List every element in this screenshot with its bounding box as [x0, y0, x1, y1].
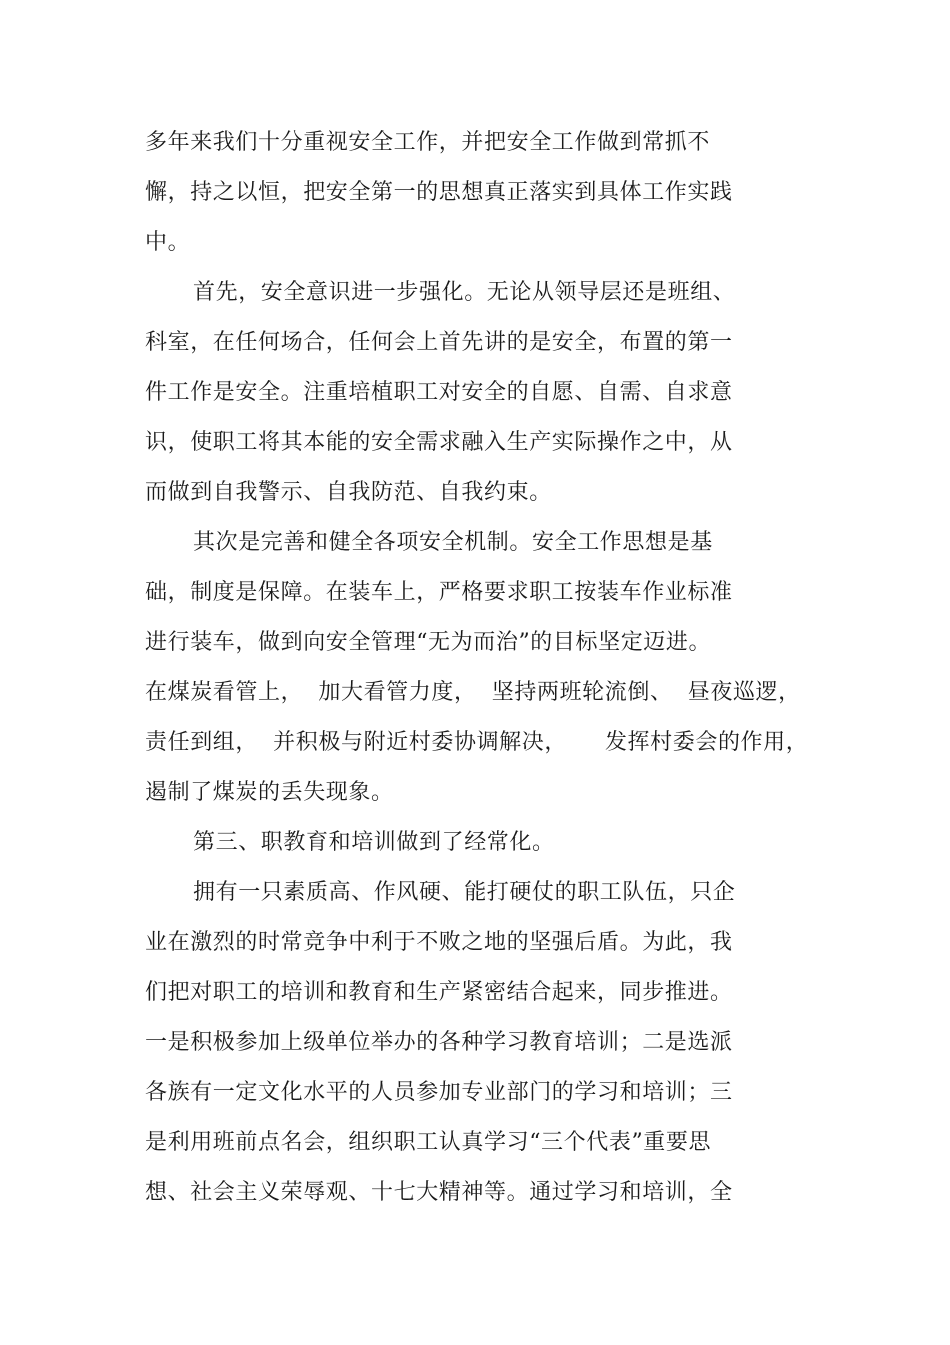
- text-line: 各族有一定文化水平的人员参加专业部门的学习和培训；三: [145, 1080, 733, 1105]
- text-line: 科室，在任何场合，任何会上首先讲的是安全，布置的第一: [145, 330, 733, 355]
- text-line: 而做到自我警示、自我防范、自我约束。: [145, 480, 552, 505]
- text-line: 础，制度是保障。在装车上，严格要求职工按装车作业标准: [145, 580, 733, 605]
- paragraph-first-line: 拥有一只素质高、作风硬、能打硬仗的职工队伍，只企: [193, 880, 736, 905]
- section-heading: 第三、职教育和培训做到了经常化。: [193, 830, 555, 855]
- text-line: 多年来我们十分重视安全工作，并把安全工作做到常抓不: [145, 130, 711, 155]
- text-line: 们把对职工的培训和教育和生产紧密结合起来，同步推进。: [145, 980, 733, 1005]
- text-line: 中。: [145, 230, 191, 255]
- text-line: 进行装车，做到向安全管理“无为而治”的目标坚定迈进。: [145, 630, 712, 655]
- paragraph-first-line: 其次是完善和健全各项安全机制。安全工作思想是基: [193, 530, 713, 555]
- text-line: 想、社会主义荣辱观、十七大精神等。通过学习和培训，全: [145, 1180, 733, 1205]
- text-line: 遏制了煤炭的丢失现象。: [145, 780, 394, 805]
- text-line: 识，使职工将其本能的安全需求融入生产实际操作之中，从: [145, 430, 733, 455]
- text-line: 件工作是安全。注重培植职工对安全的自愿、自需、自求意: [145, 380, 733, 405]
- text-line: 业在激烈的时常竞争中利于不败之地的坚强后盾。为此，我: [145, 930, 733, 955]
- text-line: 责任到组， 并积极与附近村委协调解决， 发挥村委会的作用，: [145, 730, 809, 755]
- paragraph-first-line: 首先，安全意识进一步强化。无论从领导层还是班组、: [193, 280, 736, 305]
- text-line: 懈，持之以恒，把安全第一的思想真正落实到具体工作实践: [145, 180, 733, 205]
- text-line: 是利用班前点名会，组织职工认真学习“三个代表”重要思: [145, 1130, 712, 1155]
- text-line: 一是积极参加上级单位举办的各种学习教育培训；二是选派: [145, 1030, 733, 1055]
- text-line: 在煤炭看管上， 加大看管力度， 坚持两班轮流倒、 昼夜巡逻，: [145, 680, 801, 705]
